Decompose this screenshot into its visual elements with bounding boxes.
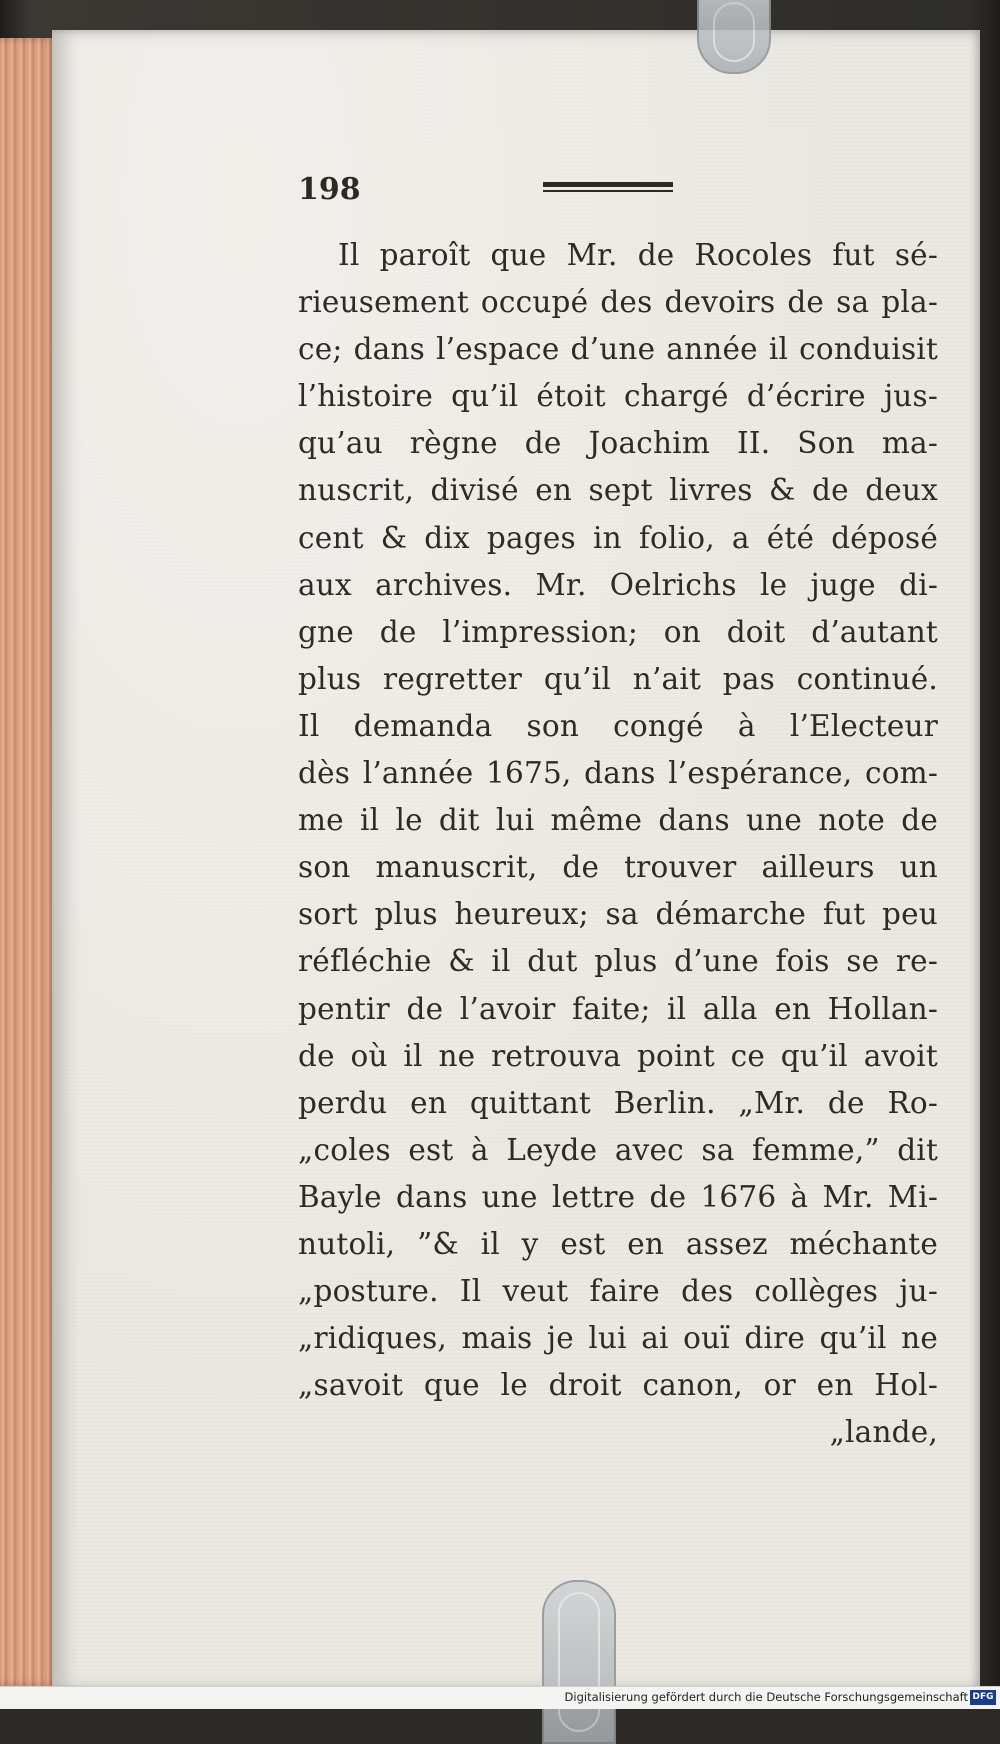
text-line: Bayle dans une lettre de 1676 à Mr. Mi- (298, 1179, 938, 1214)
header-rule-thick (543, 182, 673, 187)
footer-credit: Digitalisierung gefördert durch die Deutsche Forschungsgemeinschaft (564, 1690, 968, 1704)
digitization-footer (0, 1686, 1000, 1709)
text-line: nutoli, ”& il y est en assez méchante (298, 1226, 938, 1261)
book-page-edge (0, 38, 58, 1686)
text-line: nuscrit, divisé en sept livres & de deux (298, 473, 938, 508)
text-line: son manuscrit, de trouver ailleurs un (298, 850, 938, 885)
page-number: 198 (298, 172, 361, 207)
catchword: „lande, (829, 1415, 938, 1450)
text-line: pentir de l’avoir faite; il alla en Hollan- (298, 991, 938, 1026)
body-text (298, 232, 938, 1456)
text-line: rieusement occupé des devoirs de sa pla- (298, 285, 938, 320)
text-line: réfléchie & il dut plus d’une fois se re- (298, 944, 938, 979)
page-clip-top (697, 0, 771, 74)
page-header (298, 172, 938, 212)
text-line: „coles est à Leyde avec sa femme,” dit (298, 1132, 938, 1167)
text-line: sort plus heureux; sa démarche fut peu (298, 897, 938, 932)
text-line: qu’au règne de Joachim II. Son ma- (298, 426, 938, 461)
text-line: gne de l’impression; on doit d’autant (298, 614, 938, 649)
text-line: me il le dit lui même dans une note de (298, 803, 938, 838)
text-line: cent & dix pages in folio, a été déposé (298, 520, 938, 555)
text-line: plus regretter qu’il n’ait pas continué. (298, 661, 938, 696)
text-line: perdu en quittant Berlin. „Mr. de Ro- (298, 1085, 938, 1120)
text-line: „ridiques, mais je lui ai ouï dire qu’il ne (298, 1321, 938, 1356)
text-line: aux archives. Mr. Oelrichs le juge di- (298, 567, 938, 602)
text-line: l’histoire qu’il étoit chargé d’écrire jus- (298, 379, 938, 414)
text-line: dès l’année 1675, dans l’espérance, com- (298, 756, 938, 791)
dfg-logo: DFG (970, 1690, 996, 1705)
text-line: ce; dans l’espace d’une année il conduisit (298, 332, 938, 367)
header-rule-thin (543, 190, 673, 192)
page-clip-bottom (542, 1580, 616, 1744)
text-line: Il paroît que Mr. de Rocoles fut sé- (338, 238, 938, 272)
text-line: „savoit que le droit canon, or en Hol- (298, 1368, 938, 1403)
text-line: de où il ne retrouva point ce qu’il avoit (298, 1038, 938, 1073)
text-line: „posture. Il veut faire des collèges ju- (298, 1274, 938, 1309)
text-line: Il demanda son congé à l’Electeur (298, 708, 938, 743)
